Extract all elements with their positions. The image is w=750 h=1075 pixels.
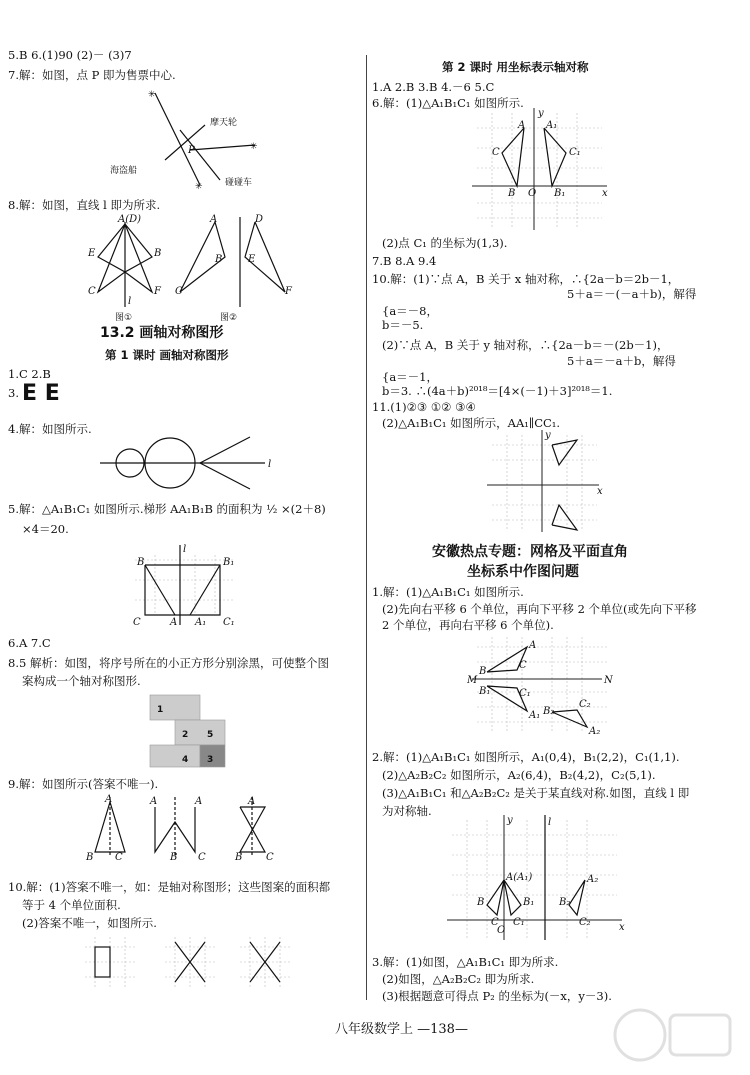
answer-line: (2)△A₁B₁C₁ 如图所示，AA₁∥CC₁. (382, 416, 561, 430)
answer-line: 6.A 7.C (8, 636, 51, 650)
svg-text:A: A (248, 796, 256, 807)
svg-text:B: B (170, 852, 178, 863)
svg-text:F: F (285, 286, 292, 297)
answer-line: 1.C 2.B (8, 367, 51, 381)
figure-topic2 (447, 815, 627, 945)
answer-line: 11.(1)②③ ①② ③④ (372, 400, 476, 414)
svg-text:C₁: C₁ (519, 688, 531, 699)
figure-q6 (472, 108, 612, 233)
figure-q4 (100, 435, 280, 490)
figure-q9 (80, 792, 290, 867)
answer-line: 9.解：如图所示(答案不唯一). (8, 777, 159, 791)
answer-line: b＝3. ∴(4a＋b)²⁰¹⁸＝[4×(－1)＋3]²⁰¹⁸＝1. (382, 384, 613, 398)
answer-line: 10.解：(1)答案不唯一，如：是轴对称图形；这些图案的面积都 (8, 880, 331, 894)
svg-text:B₁: B₁ (479, 686, 491, 697)
figure-q5 (125, 540, 245, 630)
svg-text:B: B (215, 254, 223, 265)
answer-line: 10.解：(1)∵点 A，B 关于 x 轴对称，∴{2a－b＝2b－1， (372, 272, 680, 286)
answer-line: 案构成一个轴对称图形. (22, 674, 141, 688)
svg-text:A₂: A₂ (587, 874, 599, 885)
answer-line: 3. (8, 386, 19, 400)
svg-text:E: E (88, 248, 96, 259)
svg-text:C₂: C₂ (579, 917, 591, 928)
svg-text:✳: ✳ (148, 90, 156, 100)
answer-line: 等于 4 个单位面积. (22, 898, 121, 912)
answer-line: 为对称轴. (382, 804, 432, 818)
svg-text:A: A (518, 120, 526, 131)
svg-text:B₂: B₂ (559, 897, 571, 908)
figure-q8 (80, 212, 310, 324)
svg-text:C: C (175, 286, 183, 297)
svg-text:A₁: A₁ (546, 120, 558, 131)
svg-text:y: y (538, 108, 544, 119)
svg-text:1: 1 (157, 705, 164, 715)
answer-line: (3)根据题意可得点 P₂ 的坐标为(－x，y－3). (382, 989, 612, 1003)
lesson-title: 第 1 课时 画轴对称图形 (105, 348, 229, 362)
svg-text:4: 4 (182, 755, 189, 765)
svg-text:y: y (545, 430, 551, 441)
svg-text:C: C (198, 852, 206, 863)
answer-line: 1.解：(1)△A₁B₁C₁ 如图所示. (372, 585, 524, 599)
svg-text:F: F (154, 286, 161, 297)
svg-text:B: B (154, 248, 162, 259)
svg-text:B: B (477, 897, 485, 908)
svg-text:A: A (210, 214, 218, 225)
column-divider (366, 55, 367, 1000)
svg-text:图①: 图① (115, 313, 133, 323)
svg-text:C: C (133, 617, 141, 628)
svg-text:C₁: C₁ (223, 617, 235, 628)
topic-title: 安徽热点专题：网格及平面直角 (432, 544, 628, 560)
answer-line: (2)答案不唯一，如图所示. (22, 916, 157, 930)
answer-line: 5.解：△A₁B₁C₁ 如图所示.梯形 AA₁B₁B 的面积为 ½ ×(2＋8) (8, 502, 326, 516)
answer-line: (2)如图，△A₂B₂C₂ 即为所求. (382, 972, 535, 986)
svg-text:l: l (183, 544, 187, 555)
svg-text:B: B (508, 188, 516, 199)
answer-line: 2.解：(1)△A₁B₁C₁ 如图所示，A₁(0,4)，B₁(2,2)，C₁(1,1). (372, 750, 680, 764)
svg-text:C: C (88, 286, 96, 297)
label-bumper: 碰碰车 (225, 178, 253, 188)
svg-text:B: B (479, 666, 487, 677)
svg-text:C₁: C₁ (569, 147, 581, 158)
answer-line: 8.5 解析：如图，将序号所在的小正方形分别涂黑，可使整个图 (8, 656, 329, 670)
svg-text:l: l (268, 459, 272, 470)
svg-text:A(D): A(D) (118, 214, 142, 225)
figure-q10 (80, 932, 300, 992)
svg-text:图②: 图② (220, 313, 238, 323)
svg-text:C₂: C₂ (579, 699, 591, 710)
answer-line: (2)∵点 A，B 关于 y 轴对称，∴{2a－b＝－(2b－1)， (382, 338, 669, 352)
answer-line: 7.解：如图，点 P 即为售票中心. (8, 68, 176, 82)
svg-text:A(A₁): A(A₁) (506, 872, 533, 883)
answer-line: 3.解：(1)如图，△A₁B₁C₁ 即为所求. (372, 955, 559, 969)
figure-q8-grid (145, 690, 235, 770)
figure-topic1 (467, 632, 617, 740)
figure-q11 (487, 430, 607, 535)
svg-text:B: B (137, 557, 145, 568)
svg-text:C₁: C₁ (513, 917, 525, 928)
svg-text:C: C (266, 852, 274, 863)
label-pirate: 海盗船 (110, 166, 138, 176)
answer-line: (2)△A₂B₂C₂ 如图所示，A₂(6,4)，B₂(4,2)，C₂(5,1). (382, 768, 656, 782)
svg-text:M: M (467, 675, 478, 686)
svg-text:C: C (491, 917, 499, 928)
svg-text:O: O (528, 188, 537, 199)
answer-line: 5＋a＝－a＋b，解得 (567, 354, 676, 368)
svg-text:A₂: A₂ (589, 726, 601, 737)
answer-line: 2 个单位，再向右平移 6 个单位). (382, 618, 554, 632)
page-footer: 八年级数学上 —138— (335, 1022, 468, 1037)
svg-text:✳: ✳ (250, 142, 258, 152)
answer-line: 5＋a＝－(－a＋b)，解得 (567, 287, 697, 301)
svg-text:A: A (150, 796, 158, 807)
label-ferris: 摩天轮 (210, 118, 238, 128)
answer-line: 5.B 6.(1)90 (2)－ (3)7 (8, 48, 132, 62)
svg-text:✳: ✳ (195, 182, 203, 192)
watermark-logo (610, 1000, 740, 1070)
answer-line: b＝－5. (382, 318, 424, 332)
answer-line: {a＝－1， (382, 370, 438, 384)
svg-text:x: x (619, 922, 625, 933)
svg-text:A₁: A₁ (195, 617, 207, 628)
answer-line: 6.解：(1)△A₁B₁C₁ 如图所示. (372, 96, 524, 110)
answer-line: 4.解：如图所示. (8, 422, 92, 436)
svg-text:A₁: A₁ (529, 710, 541, 721)
glyph-figure-q3: E E (22, 381, 60, 406)
answer-line: (3)△A₁B₁C₁ 和△A₂B₂C₂ 是关于某直线对称.如图，直线 l 即 (382, 786, 690, 800)
figure-q7 (100, 85, 280, 195)
svg-text:3: 3 (207, 755, 214, 765)
svg-text:A: A (195, 796, 203, 807)
svg-text:B₂: B₂ (543, 706, 555, 717)
svg-text:B₁: B₁ (523, 897, 535, 908)
answer-line: 1.A 2.B 3.B 4.－6 5.C (372, 80, 495, 94)
answer-line: (2)先向右平移 6 个单位，再向下平移 2 个单位(或先向下平移 (382, 602, 697, 616)
svg-text:y: y (507, 815, 513, 826)
svg-text:x: x (602, 188, 608, 199)
svg-text:C: C (115, 852, 123, 863)
svg-text:B: B (86, 852, 94, 863)
answer-line: 8.解：如图，直线 l 即为所求. (8, 198, 161, 212)
section-title: 13.2 画轴对称图形 (100, 325, 224, 341)
answer-line: 7.B 8.A 9.4 (372, 254, 437, 268)
svg-text:C: C (519, 660, 527, 671)
answer-line: {a＝－8， (382, 304, 438, 318)
svg-text:5: 5 (207, 730, 214, 740)
svg-text:A: A (105, 794, 113, 805)
svg-text:O: O (497, 925, 506, 936)
svg-text:C: C (492, 147, 500, 158)
svg-text:B: B (235, 852, 243, 863)
label-p: P (188, 145, 195, 156)
svg-text:2: 2 (182, 730, 189, 740)
svg-text:E: E (248, 254, 256, 265)
svg-text:A: A (529, 640, 537, 651)
svg-text:B₁: B₁ (223, 557, 235, 568)
svg-text:A: A (170, 617, 178, 628)
answer-line: ×4＝20. (22, 522, 69, 536)
answer-line: (2)点 C₁ 的坐标为(1,3). (382, 236, 508, 250)
topic-title: 坐标系中作图问题 (467, 564, 579, 580)
lesson-title: 第 2 课时 用坐标表示轴对称 (442, 60, 589, 74)
svg-text:l: l (548, 817, 552, 828)
svg-text:l: l (128, 296, 132, 307)
svg-text:N: N (604, 675, 613, 686)
svg-text:x: x (597, 486, 603, 497)
svg-text:B₁: B₁ (554, 188, 566, 199)
svg-text:D: D (255, 214, 264, 225)
